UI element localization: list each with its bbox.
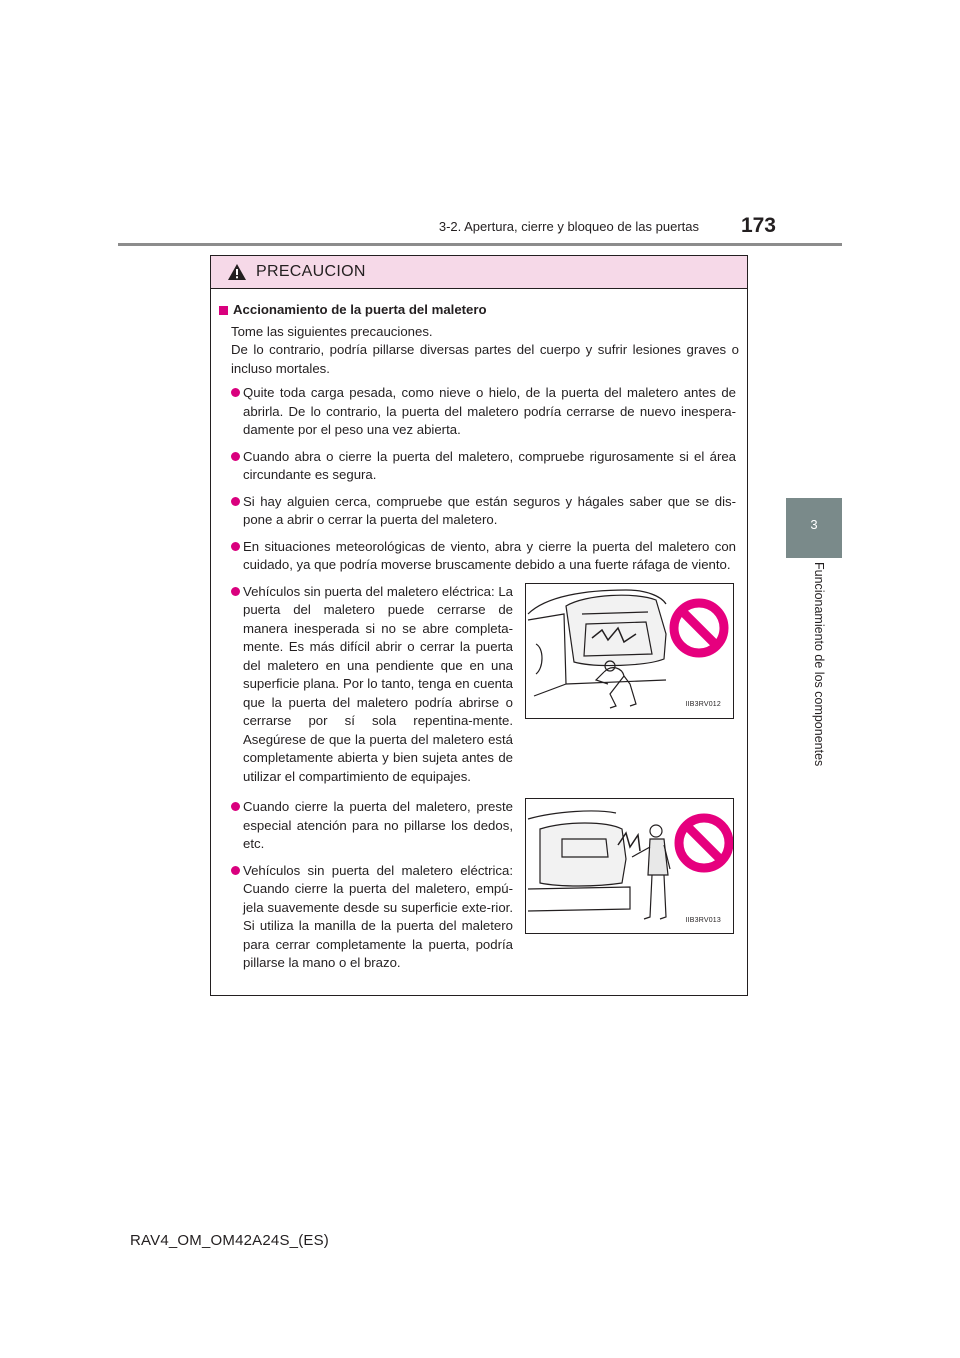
list-item (219, 384, 739, 440)
list-item (219, 798, 516, 854)
bullet-dot-icon (231, 542, 240, 551)
list-item-text: Cuando abra o cierre la puerta del maletero, compruebe rigurosamente si el área circundante es segura. (243, 448, 736, 482)
list-item (219, 448, 739, 485)
header-divider (118, 243, 842, 246)
list-item-text: Vehículos sin puerta del maletero eléctrica: Cuando cierre la puerta del maletero, empú-jela suavemente desde su superficie exte-rior. Si utiliza la manilla de la puerta del maletero para cerrar completamente la puerta, podría pillarse la mano o el brazo. (243, 862, 513, 970)
illustration-tailgate-open (525, 583, 734, 719)
list-item-text: Vehículos sin puerta del maletero eléctrica: La puerta del maletero puede cerrarse de manera inesperada si no se abre completa-mente. Es más difícil abrir o cerrar la puerta del maletero en una pendiente que en una superficie plana. Por lo tanto, tenga en cuenta que la puerta del maletero podría abrirse o cerrarse por sí sola repentina-mente. Asegúrese de que la puerta del maletero está completamente abierta y bien sujeta antes de utilizar el compartimiento de equipajes. (243, 583, 513, 784)
bullet-list (219, 384, 739, 981)
caution-title: PRECAUCION (256, 263, 366, 280)
chapter-tab-title: Funcionamiento de los componentes (812, 562, 826, 767)
caution-box (210, 255, 748, 996)
figure-row (219, 583, 739, 795)
list-item (219, 538, 739, 575)
bullet-dot-icon (231, 587, 240, 596)
list-item-text: Cuando cierre la puerta del maletero, preste especial atención para no pillarse los dedos, etc. (243, 799, 513, 851)
page-number: 173 (740, 214, 776, 237)
list-item-text: En situaciones meteorológicas de viento, abra y cierre la puerta del maletero con cuidado, ya que podría moverse bruscamente debido a una fuerte ráfaga de viento. (243, 538, 736, 572)
bullet-dot-icon (231, 452, 240, 461)
chapter-tab-number: 3 (810, 517, 818, 532)
prohibition-icon (679, 818, 729, 868)
bullet-dot-icon (231, 388, 240, 397)
section-heading (219, 301, 739, 320)
list-item (219, 862, 516, 973)
header-section-title: 3-2. Apertura, cierre y bloqueo de las puertas (438, 219, 699, 234)
intro-text (231, 323, 739, 379)
caution-header (211, 256, 747, 289)
figure-row (219, 798, 739, 981)
list-item-text: Si hay alguien cerca, compruebe que están seguros y hágales saber que se dis-pone a abrir o cerrar la puerta del maletero. (243, 493, 736, 527)
intro-line: Tome las siguientes precauciones. (231, 323, 433, 339)
list-item (219, 583, 516, 787)
footer-document-code: RAV4_OM_OM42A24S_(ES) (130, 1232, 330, 1249)
list-item-text: Quite toda carga pesada, como nieve o hielo, de la puerta del maletero antes de abrirla. De lo contrario, la puerta del maletero podría cerrarse de nuevo inespera-damente por el peso una vez abierta. (243, 385, 736, 437)
bullet-dot-icon (231, 866, 240, 875)
section-title: Accionamiento de la puerta del maletero (233, 302, 487, 317)
square-bullet-icon (219, 306, 228, 315)
bullet-dot-icon (231, 497, 240, 506)
illustration-closing-tailgate (525, 798, 734, 934)
prohibition-icon (674, 603, 724, 653)
figure-code: IIB3RV012 (685, 701, 721, 708)
list-item (219, 493, 739, 530)
caution-content (219, 301, 739, 981)
figure-code: IIB3RV013 (685, 916, 721, 924)
intro-line: De lo contrario, podría pillarse diversas partes del cuerpo y sufrir lesiones graves o incluso mortales. (231, 342, 739, 376)
warning-triangle-icon (227, 263, 247, 281)
bullet-dot-icon (231, 802, 240, 811)
